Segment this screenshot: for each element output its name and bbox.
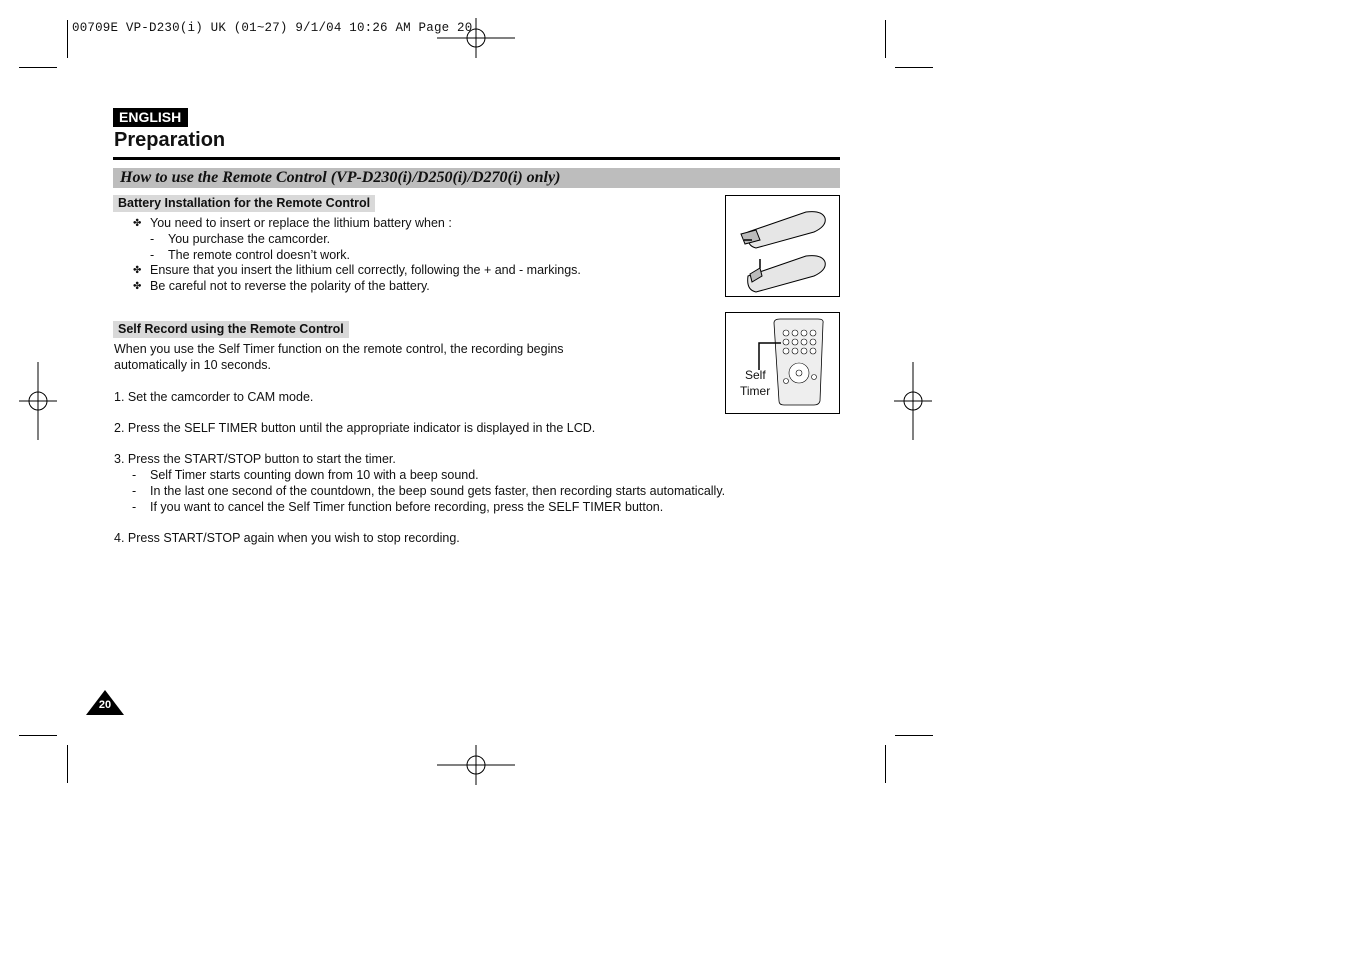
step-item: 2. Press the SELF TIMER button until the appropriate indicator is displayed in the LCD.	[114, 421, 596, 435]
dash-mark: -	[132, 500, 137, 514]
page-number-badge	[86, 690, 124, 721]
battery-bullet: You need to insert or replace the lithium battery when :	[150, 216, 452, 230]
battery-sub-item: You purchase the camcorder.	[168, 232, 331, 246]
self-timer-label: Timer	[740, 384, 771, 398]
battery-bullet: Ensure that you insert the lithium cell correctly, following the + and - markings.	[150, 263, 581, 277]
dash-mark: -	[132, 468, 137, 482]
page-number: 20	[98, 699, 112, 711]
battery-sub-item: The remote control doesn’t work.	[168, 248, 351, 262]
language-badge: ENGLISH	[113, 108, 188, 127]
dash-mark: -	[150, 248, 155, 262]
battery-figure	[725, 195, 840, 297]
bullet-icon: ✤	[133, 218, 142, 229]
title-rule	[113, 157, 840, 160]
step-sub-item: Self Timer starts counting down from 10 with a beep sound.	[150, 468, 479, 482]
step-sub-item: In the last one second of the countdown, the beep sound gets faster, then recording starts automatically.	[150, 484, 726, 498]
page-title: Preparation	[114, 129, 226, 151]
battery-heading: Battery Installation for the Remote Control	[113, 195, 375, 212]
battery-bullet: Be careful not to reverse the polarity of the battery.	[150, 279, 430, 293]
section-banner-text: How to use the Remote Control (VP-D230(i)/D250(i)/D270(i) only)	[120, 169, 561, 186]
dash-mark: -	[150, 232, 155, 246]
step-item: 1. Set the camcorder to CAM mode.	[114, 390, 314, 404]
print-slug: 00709E VP-D230(i) UK (01~27) 9/1/04 10:26 AM Page 20	[72, 21, 473, 35]
self-timer-label: Self	[745, 368, 766, 382]
bullet-icon: ✤	[133, 265, 142, 276]
step-item: 4. Press START/STOP again when you wish to stop recording.	[114, 531, 460, 545]
section-banner	[113, 168, 840, 188]
self-record-heading: Self Record using the Remote Control	[113, 321, 349, 338]
step-item: 3. Press the START/STOP button to start the timer.	[114, 452, 396, 466]
bullet-icon: ✤	[133, 281, 142, 292]
self-record-intro: automatically in 10 seconds.	[114, 358, 272, 372]
remote-battery-illustration	[726, 196, 839, 296]
dash-mark: -	[132, 484, 137, 498]
remote-figure	[725, 312, 840, 414]
self-record-intro: When you use the Self Timer function on the remote control, the recording begins	[114, 342, 564, 356]
step-sub-item: If you want to cancel the Self Timer function before recording, press the SELF TIMER button.	[150, 500, 664, 514]
